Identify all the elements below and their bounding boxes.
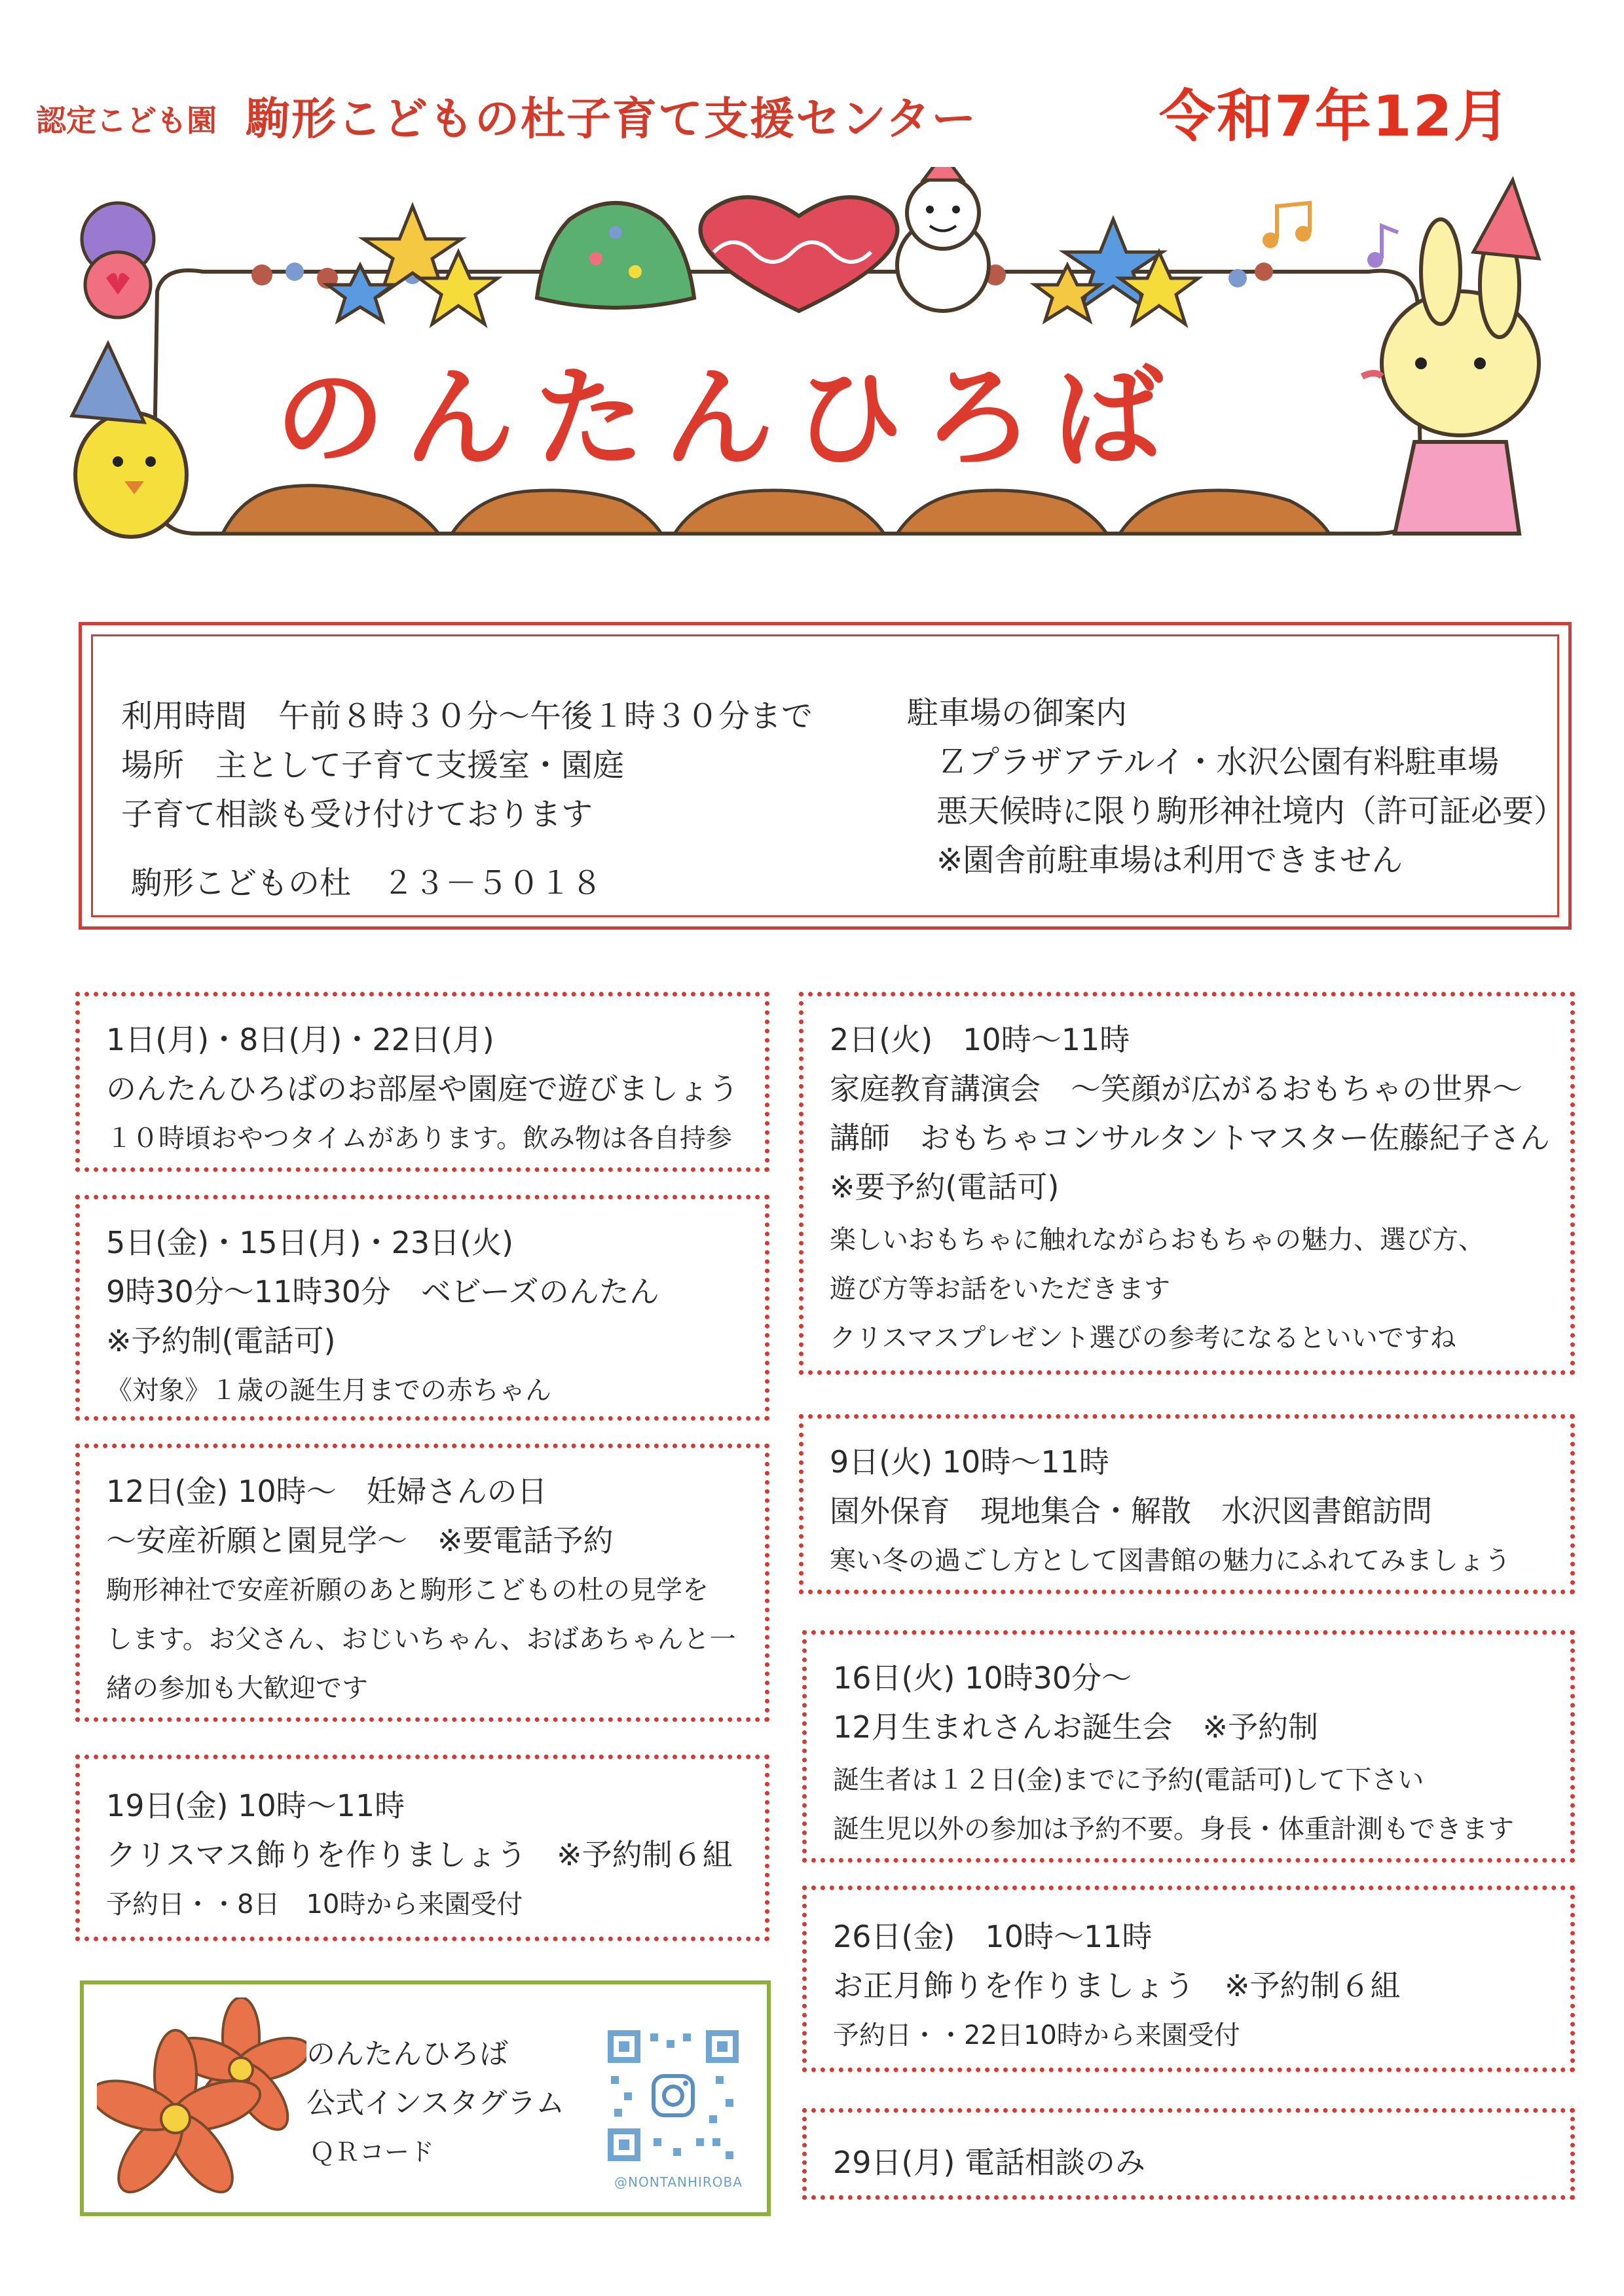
event-box-right-5 <box>802 2108 1575 2200</box>
event-date: 16日(火) 10時30分～ <box>833 1660 1132 1696</box>
instagram-box <box>80 1980 771 2216</box>
event-note: 《対象》１歳の誕生月までの赤ちゃん <box>106 1376 551 1406</box>
parking-title: 駐車場の御案内 <box>907 695 1128 731</box>
event-date: 29日(月) 電話相談のみ <box>833 2145 1146 2180</box>
poinsettia-icon <box>97 1997 306 2200</box>
event-reservation: ※予約制(電話可) <box>106 1323 336 1358</box>
event-note: 駒形神社で安産祈願のあと駒形こどもの杜の見学を <box>106 1575 709 1605</box>
event-title: 園外保育 現地集合・解散 水沢図書館訪問 <box>830 1493 1432 1529</box>
event-title: 9時30分～11時30分 ベビーズのんたん <box>106 1274 659 1309</box>
instagram-handle: @NONTANHIROBA <box>614 2174 743 2190</box>
banner-title: のんたんひろば <box>275 354 1183 483</box>
event-reservation: ※要予約(電話可) <box>830 1169 1060 1205</box>
event-note: します。お父さん、おじいちゃん、おばあちゃんと一 <box>106 1624 736 1654</box>
event-note: 誕生者は１２日(金)までに予約(電話可)して下さい <box>833 1765 1424 1795</box>
event-date: 1日(月)・8日(月)・22日(月) <box>106 1022 494 1057</box>
event-note: 寒い冬の過ごし方として図書館の魅力にふれてみましょう <box>830 1546 1511 1576</box>
event-date: 5日(金)・15日(月)・23日(火) <box>106 1225 514 1260</box>
event-lecturer: 講師 おもちゃコンサルタントマスター佐藤紀子さん <box>830 1120 1550 1156</box>
event-date: 19日(金) 10時～11時 <box>106 1788 405 1823</box>
event-note: １０時頃おやつタイムがあります。飲み物は各自持参 <box>106 1123 732 1154</box>
event-note: 予約日・・22日10時から来園受付 <box>833 2020 1240 2050</box>
event-note: 誕生児以外の参加は予約不要。身長・体重計測もできます <box>833 1814 1514 1844</box>
qr-code[interactable] <box>604 2027 742 2164</box>
event-date: 12日(金) 10時～ 妊婦さんの日 <box>106 1474 547 1509</box>
org-type-label: 認定こども園 <box>36 103 217 138</box>
event-note: 予約日・・8日 10時から来園受付 <box>106 1889 523 1920</box>
event-note: クリスマスプレゼント選びの参考になるといいですね <box>830 1323 1456 1353</box>
event-box-left-3 <box>75 1444 769 1722</box>
event-box-right-4 <box>802 1886 1575 2072</box>
parking-line-2: 悪天候時に限り駒形神社境内（許可証必要） <box>936 793 1566 829</box>
event-date: 9日(火) 10時～11時 <box>830 1444 1109 1480</box>
instagram-label-1: のんたんひろば <box>306 2037 508 2071</box>
center-name: 駒形こどもの杜子育て支援センター <box>246 94 978 145</box>
event-box-right-2 <box>799 1414 1575 1594</box>
event-title: クリスマス飾りを作りましょう ※予約制６組 <box>106 1837 733 1872</box>
music-note-icons <box>1263 203 1398 268</box>
hours-text: 利用時間 午前８時３０分～午後１時３０分まで <box>121 698 813 735</box>
event-box-left-4 <box>75 1755 769 1941</box>
place-text: 場所 主として子育て支援室・園庭 <box>121 747 625 784</box>
instagram-label-3: ＱＲコード <box>310 2138 435 2166</box>
instagram-label-2: 公式インスタグラム <box>306 2086 565 2120</box>
event-box-right-3 <box>802 1630 1575 1863</box>
banner <box>46 167 1559 566</box>
event-note: 遊び方等お話をいただきます <box>830 1274 1170 1304</box>
phone-text: 駒形こどもの杜 ２３－５０１８ <box>131 865 603 902</box>
event-title: お正月飾りを作りましょう ※予約制６組 <box>833 1968 1401 2003</box>
snowman-icon <box>897 167 989 311</box>
event-box-right-1 <box>799 992 1575 1375</box>
event-note: 緒の参加も大歓迎です <box>106 1673 368 1704</box>
event-title: ～安産祈願と園見学～ ※要電話予約 <box>106 1523 614 1558</box>
event-title: 家庭教育講演会 ～笑顔が広がるおもちゃの世界～ <box>830 1071 1522 1106</box>
balloon-icon <box>82 203 154 318</box>
event-box-left-2 <box>75 1195 769 1421</box>
parking-line-1: Ｚプラザアテルイ・水沢公園有料駐車場 <box>936 744 1500 780</box>
info-box <box>79 622 1572 930</box>
instagram-icon <box>654 2076 693 2115</box>
event-date: 26日(金) 10時～11時 <box>833 1919 1153 1954</box>
issue-date: 令和7年12月 <box>1159 84 1511 149</box>
event-title: のんたんひろばのお部屋や園庭で遊びましょう <box>106 1071 739 1106</box>
event-box-left-1 <box>75 992 769 1172</box>
event-title: 12月生まれさんお誕生会 ※予約制 <box>833 1709 1319 1745</box>
consult-text: 子育て相談も受け付けております <box>121 796 593 833</box>
tree-icon <box>537 203 694 308</box>
event-note: 楽しいおもちゃに触れながらおもちゃの魅力、選び方、 <box>830 1225 1485 1255</box>
parking-line-3: ※園舎前駐車場は利用できません <box>936 842 1403 879</box>
event-date: 2日(火) 10時～11時 <box>830 1022 1130 1057</box>
